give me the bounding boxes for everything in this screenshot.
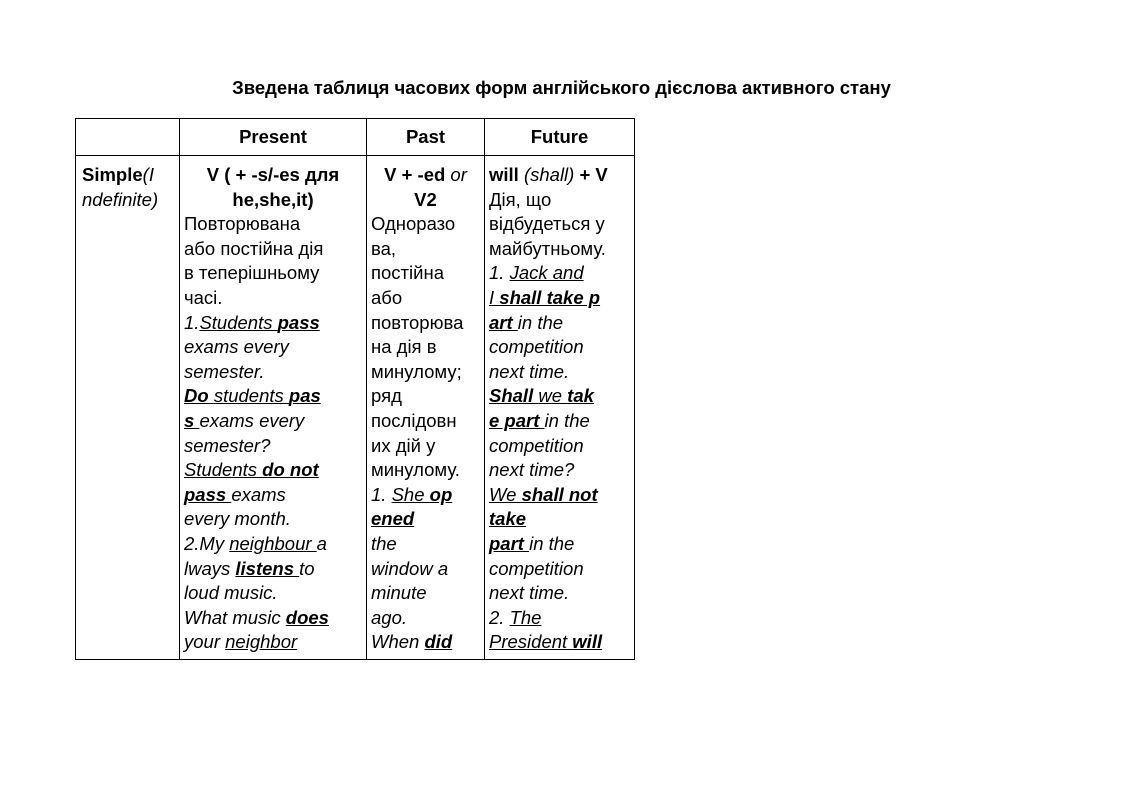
present-simple-cell bbox=[180, 156, 367, 660]
present-example-4b: lways listens to bbox=[184, 557, 315, 579]
future-example-3b: take bbox=[489, 508, 527, 530]
simple-row bbox=[76, 156, 635, 660]
present-desc-3: в теперішньому bbox=[184, 262, 320, 284]
present-example-4: 2.My neighbour a bbox=[184, 532, 327, 554]
present-desc-4: часі. bbox=[184, 286, 223, 308]
present-example-4c: loud music. bbox=[184, 582, 278, 604]
future-example-2: Shall we tak bbox=[489, 385, 594, 407]
past-desc-4: або bbox=[371, 286, 403, 308]
future-example-2b: e part in the bbox=[489, 409, 590, 431]
present-example-5b: your neighbor bbox=[184, 631, 298, 653]
past-simple-cell bbox=[367, 156, 485, 660]
present-example-2: Do students pas bbox=[184, 385, 321, 407]
future-example-3d: competition bbox=[489, 557, 584, 579]
document-title: Зведена таблиця часових форм англійського дієслова активного стану bbox=[232, 77, 891, 98]
header-past: Past bbox=[367, 119, 485, 156]
past-formula: V + -ed or bbox=[384, 164, 467, 185]
past-desc-2: ва, bbox=[371, 237, 397, 259]
past-example-2: When did bbox=[371, 631, 453, 653]
past-example-1c: the bbox=[371, 532, 397, 554]
tense-table bbox=[75, 118, 635, 660]
row-label-line-1: Simple(I bbox=[82, 164, 154, 185]
future-example-4: 2. The bbox=[489, 606, 542, 628]
past-example-1e: minute bbox=[371, 582, 427, 604]
future-example-3: We shall not bbox=[489, 483, 598, 505]
present-example-3c: every month. bbox=[184, 508, 291, 530]
past-example-1b: ened bbox=[371, 508, 415, 530]
future-desc-1: Дія, що bbox=[489, 188, 552, 210]
past-desc-7: минулому; bbox=[371, 360, 462, 382]
past-desc-10: их дій у bbox=[371, 434, 436, 456]
future-example-1c: art in the bbox=[489, 311, 564, 333]
future-example-1d: competition bbox=[489, 336, 584, 358]
future-example-3e: next time. bbox=[489, 582, 570, 604]
present-desc-1: Повторювана bbox=[184, 213, 301, 235]
present-desc-2: або постійна дія bbox=[184, 237, 324, 259]
present-example-1b: exams every bbox=[184, 336, 289, 358]
future-example-3c: part in the bbox=[489, 532, 575, 554]
past-example-1f: ago. bbox=[371, 606, 408, 628]
present-example-2c: semester? bbox=[184, 434, 271, 456]
future-simple-cell bbox=[485, 156, 635, 660]
future-desc-3: майбутньому. bbox=[489, 237, 606, 259]
present-example-2b: s exams every bbox=[184, 409, 305, 431]
header-future: Future bbox=[485, 119, 635, 156]
header-row bbox=[76, 119, 635, 156]
future-example-2c: competition bbox=[489, 434, 584, 456]
past-example-1d: window a bbox=[371, 557, 449, 579]
present-example-1c: semester. bbox=[184, 360, 265, 382]
past-desc-3: постійна bbox=[371, 262, 444, 284]
present-example-3b: pass exams bbox=[184, 483, 286, 505]
past-desc-1: Одноразо bbox=[371, 213, 456, 235]
present-formula: V ( + -s/-es для bbox=[206, 164, 340, 185]
future-formula: will (shall) + V bbox=[489, 164, 608, 185]
present-example-5: What music does bbox=[184, 606, 329, 628]
future-example-1b: I shall take p bbox=[489, 286, 601, 308]
present-example-1: 1.Students pass bbox=[184, 311, 320, 333]
header-empty bbox=[76, 119, 180, 156]
past-desc-8: ряд bbox=[371, 385, 402, 407]
past-desc-5: повторюва bbox=[371, 311, 464, 333]
present-example-3: Students do not bbox=[184, 459, 319, 481]
future-example-4b: President will bbox=[489, 631, 603, 653]
future-example-1e: next time. bbox=[489, 360, 570, 382]
present-formula-2: he,she,it) bbox=[232, 188, 314, 210]
future-example-1: 1. Jack and bbox=[489, 262, 584, 284]
past-formula-2: V2 bbox=[414, 188, 437, 210]
row-label-simple bbox=[76, 156, 180, 660]
future-example-2d: next time? bbox=[489, 459, 575, 481]
past-desc-9: послідовн bbox=[371, 409, 457, 431]
future-desc-2: відбудеться у bbox=[489, 213, 605, 235]
header-present: Present bbox=[180, 119, 367, 156]
past-desc-6: на дія в bbox=[371, 336, 437, 358]
past-example-1: 1. She op bbox=[371, 483, 453, 505]
past-desc-11: минулому. bbox=[371, 459, 460, 481]
row-label-line-2: ndefinite) bbox=[82, 188, 159, 210]
